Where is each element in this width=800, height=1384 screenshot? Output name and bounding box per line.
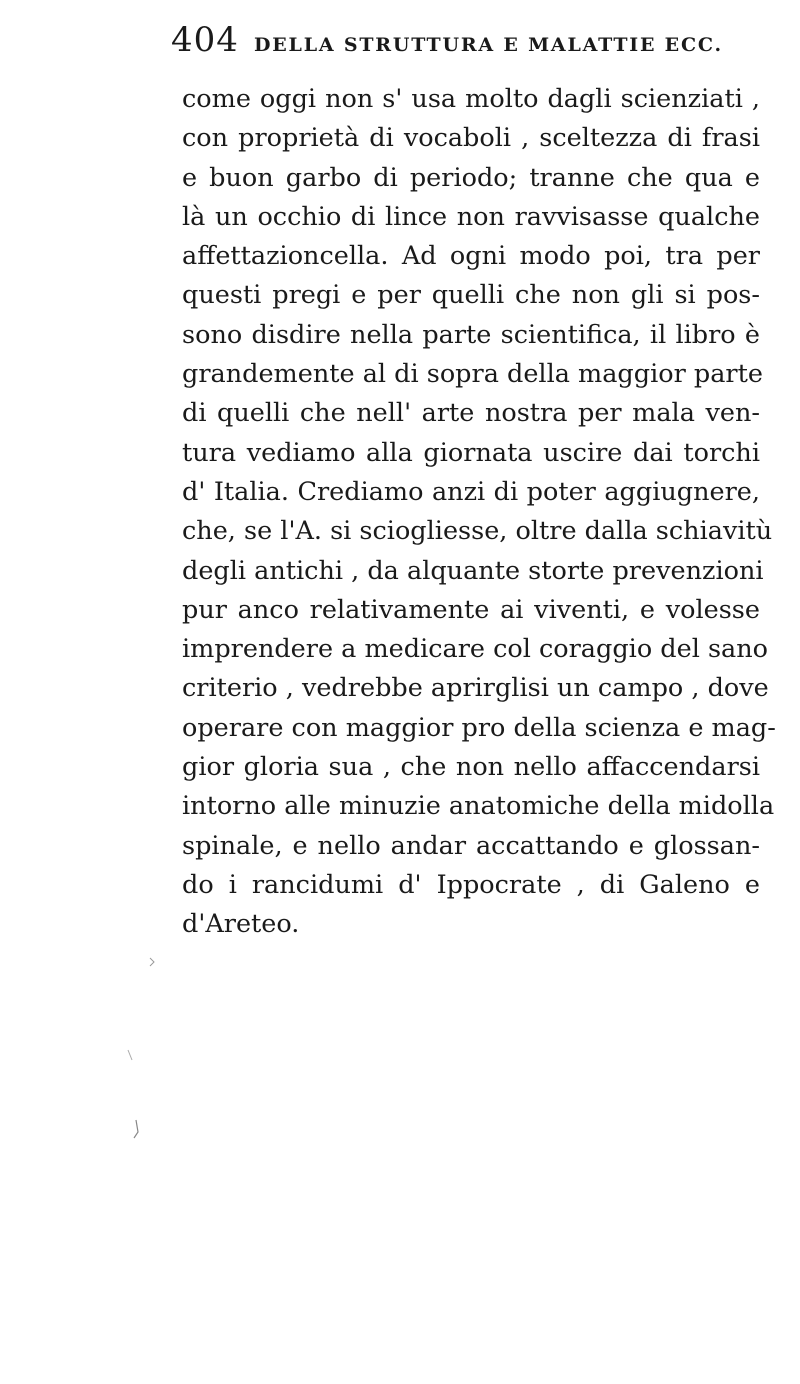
text-line: spinale, e nello andar accattando e glossan- (182, 830, 760, 861)
text-line: di quelli che nell' arte nostra per mala ven- (182, 398, 760, 429)
text-line: come oggi non s' usa molto dagli scienziati , (182, 84, 760, 114)
text-line: gior gloria sua , che non nello affaccendarsi (182, 752, 760, 783)
text-line: criterio , vedrebbe aprirglisi un campo , dove (182, 673, 769, 704)
margin-bleed-marks (120, 950, 180, 1150)
text-line: do i rancidumi d' Ippocrate , di Galeno e (182, 869, 760, 900)
text-line: questi pregi e per quelli che non gli si pos- (182, 280, 760, 311)
text-line: intorno alle minuzie anatomiche della midolla (182, 791, 775, 822)
text-line-last: d'Areteo. (182, 909, 300, 940)
text-line: che, se l'A. si sciogliesse, oltre dalla schiavitù (182, 516, 773, 547)
text-line: d' Italia. Crediamo anzi di poter aggiugnere, (182, 476, 760, 507)
page-number: 404 (171, 20, 239, 60)
text-line: e buon garbo di periodo; tranne che qua e (182, 162, 760, 193)
text-line: sono disdire nella parte scientifica, il libro è (182, 319, 760, 350)
text-line: con proprietà di vocaboli , sceltezza di frasi (182, 123, 760, 154)
text-line: grandemente al di sopra della maggior parte (182, 359, 763, 390)
running-title: DELLA STRUTTURA E MALATTIE ECC. (254, 34, 723, 56)
text-line: tura vediamo alla giornata uscire dai torchi (182, 437, 760, 468)
text-line: degli antichi , da alquante storte prevenzioni (182, 555, 764, 586)
text-line: imprendere a medicare col coraggio del sano (182, 634, 769, 665)
text-line: pur anco relativamente ai viventi, e volesse (182, 594, 760, 625)
body-text (182, 80, 776, 945)
page-header (171, 20, 751, 70)
text-line: operare con maggior pro della scienza e mag- (182, 712, 776, 743)
text-line: affettazioncella. Ad ogni modo poi, tra per (182, 241, 760, 272)
text-line: là un occhio di lince non ravvisasse qualche (182, 201, 760, 232)
